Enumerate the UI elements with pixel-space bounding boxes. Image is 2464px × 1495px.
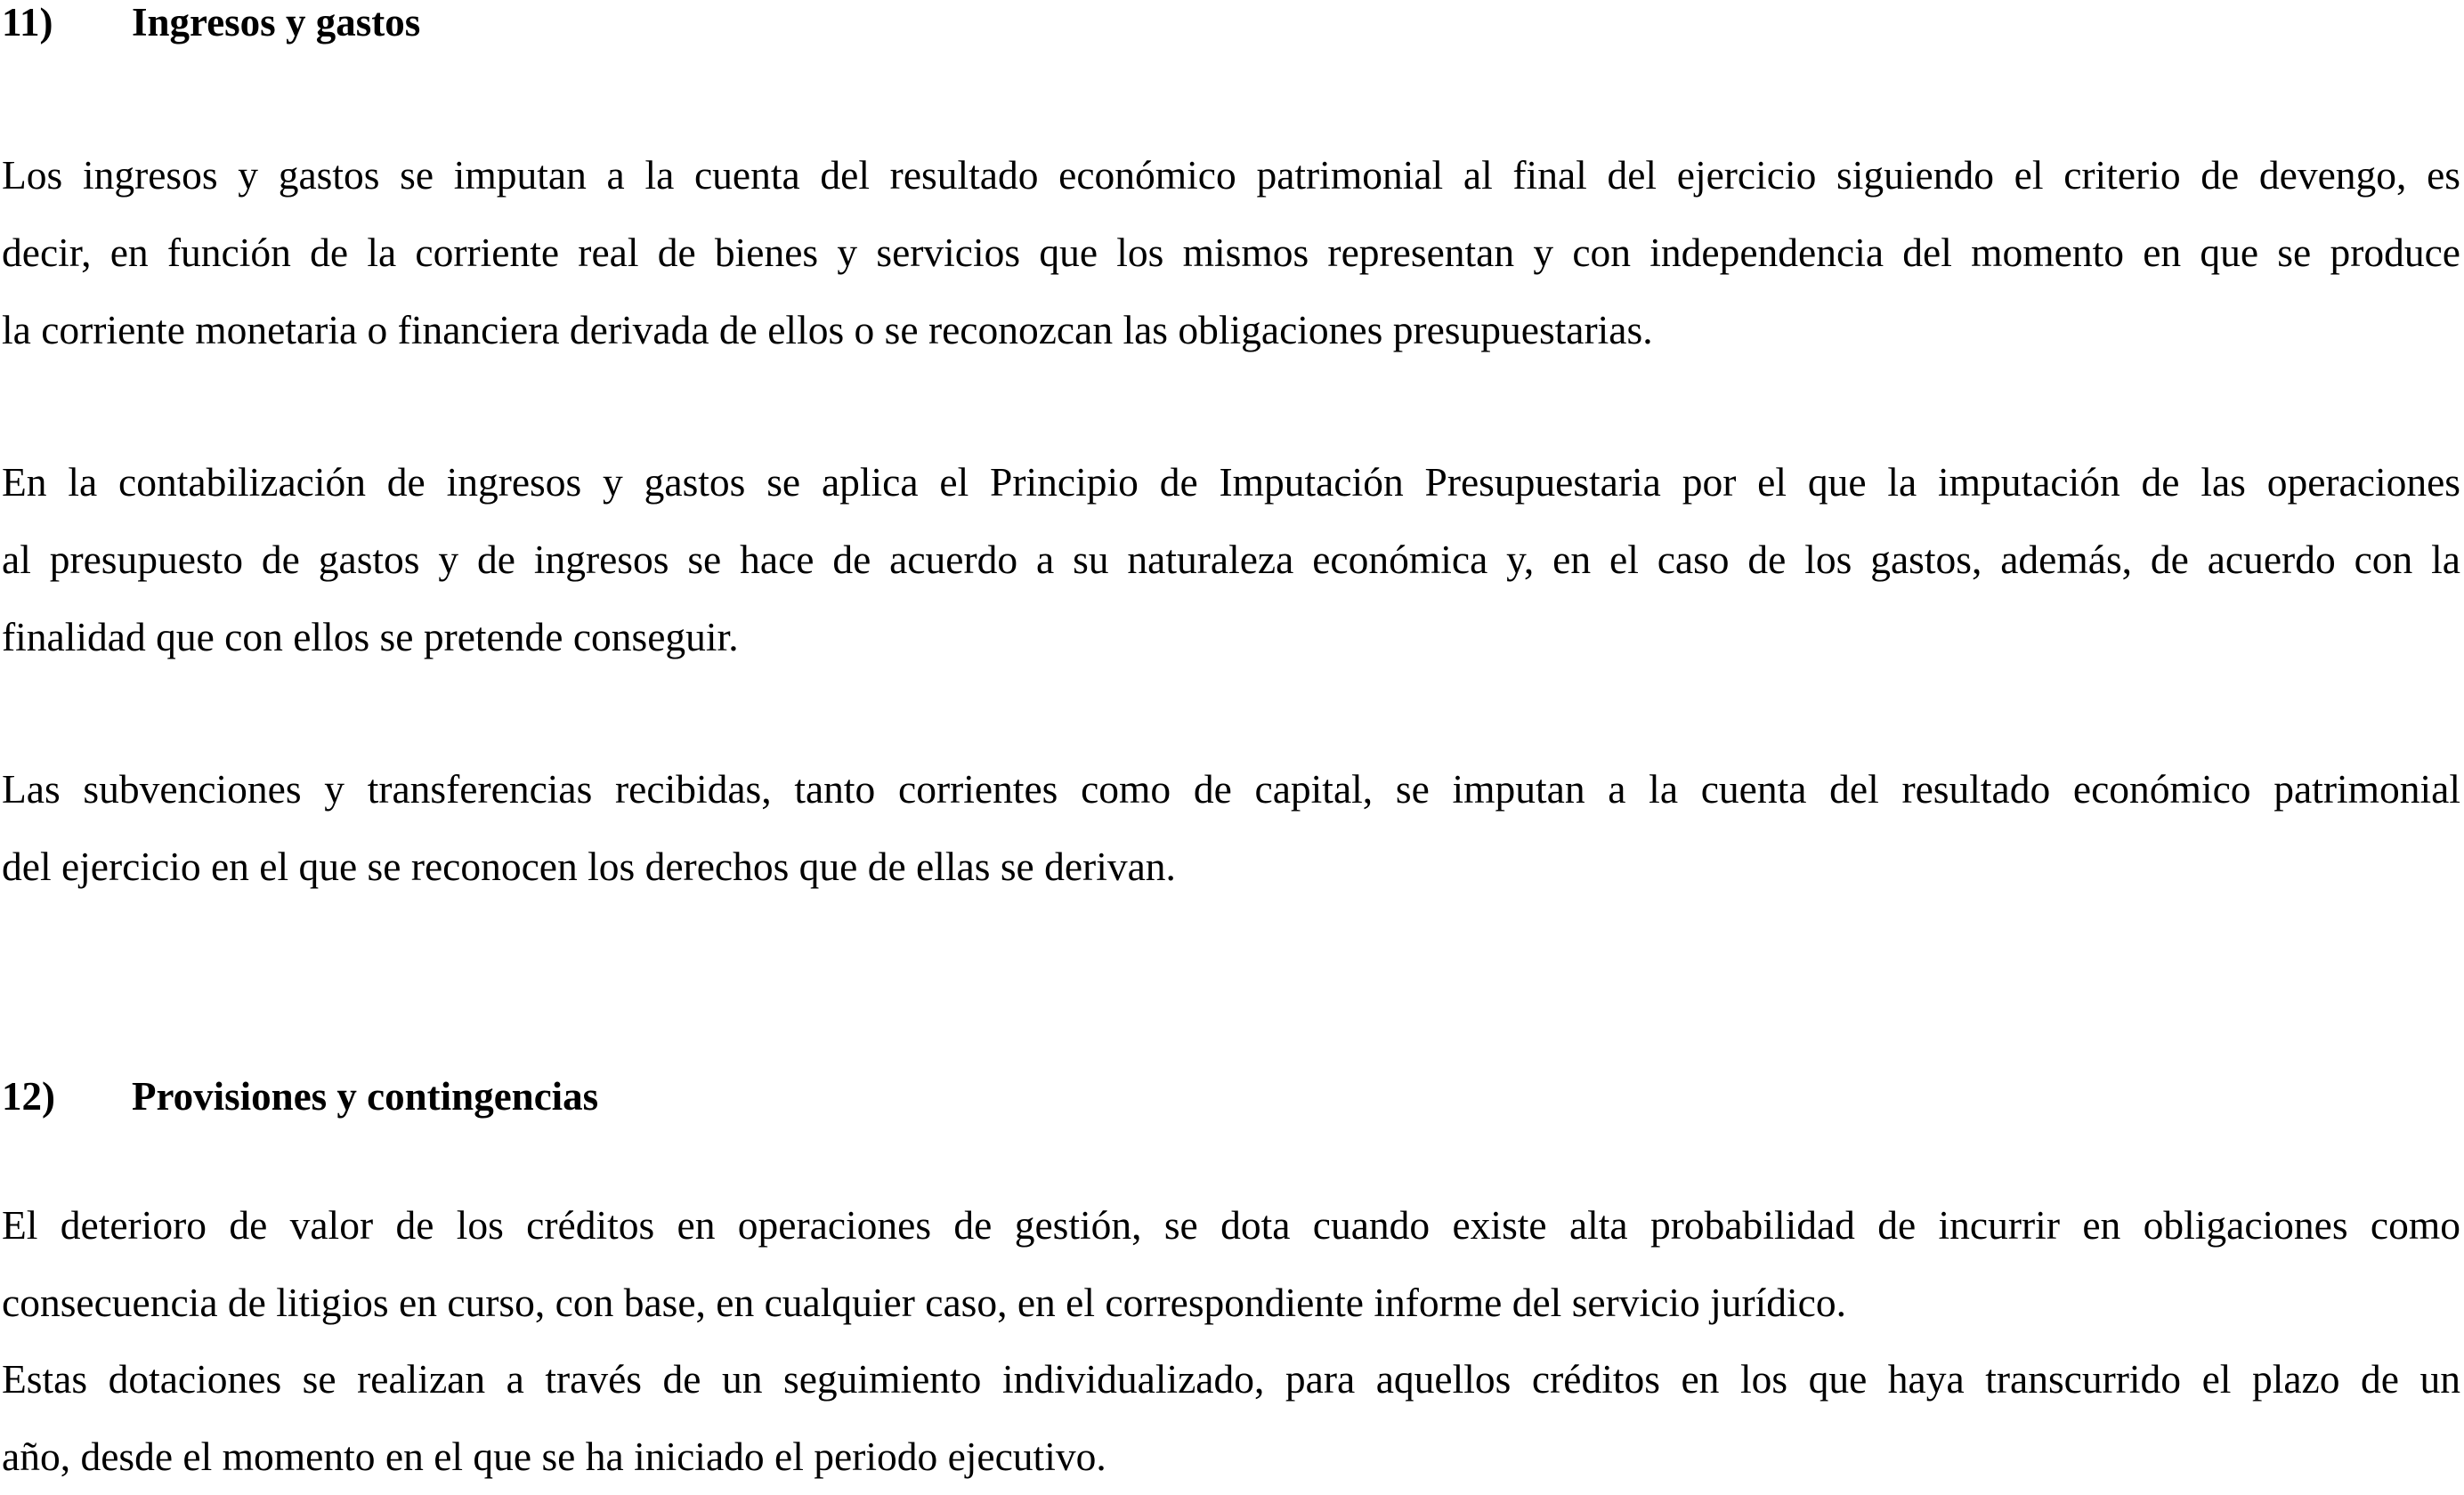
paragraph-subvenciones bbox=[2, 750, 2460, 905]
paragraph-line: finalidad que con ellos se pretende conseguir. bbox=[2, 614, 739, 659]
paragraph-imputacion-presupuestaria bbox=[2, 443, 2460, 675]
paragraph-line: la corriente monetaria o financiera derivada de ellos o se reconozcan las obligaciones presupuestarias. bbox=[2, 307, 1653, 352]
section-number: 12) bbox=[2, 1074, 55, 1119]
paragraph-line: al presupuesto de gastos y de ingresos se hace de acuerdo a su naturaleza económica y, en el caso de los gastos, además, de acuerdo con la bbox=[2, 537, 2460, 582]
paragraph-line: Estas dotaciones se realizan a través de un seguimiento individualizado, para aquellos créditos en los que haya transcurrido el plazo de un bbox=[2, 1356, 2460, 1402]
paragraph-line: Los ingresos y gastos se imputan a la cuenta del resultado económico patrimonial al final del ejercicio siguiendo el criterio de devengo, es bbox=[2, 152, 2460, 198]
paragraph-dotaciones bbox=[2, 1340, 2460, 1495]
section-title: Ingresos y gastos bbox=[132, 0, 421, 44]
paragraph-line: Las subvenciones y transferencias recibidas, tanto corrientes como de capital, se imputan a la cuenta del resultado económico patrimonial bbox=[2, 766, 2460, 812]
paragraph-line: consecuencia de litigios en curso, con base, en cualquier caso, en el correspondiente informe del servicio jurídico. bbox=[2, 1280, 1847, 1325]
paragraph-deterioro-creditos bbox=[2, 1186, 2460, 1341]
paragraph-line: El deterioro de valor de los créditos en operaciones de gestión, se dota cuando existe alta probabilidad de incurrir en obligaciones como bbox=[2, 1202, 2460, 1248]
section-title: Provisiones y contingencias bbox=[132, 1074, 599, 1119]
section-heading-12 bbox=[2, 1074, 598, 1119]
section-number: 11) bbox=[2, 0, 53, 44]
paragraph-line: del ejercicio en el que se reconocen los derechos que de ellas se derivan. bbox=[2, 844, 1176, 889]
paragraph-ingresos-devengo bbox=[2, 136, 2460, 368]
paragraph-line: decir, en función de la corriente real de bienes y servicios que los mismos representan y con independencia del momento en que se produce bbox=[2, 230, 2460, 275]
paragraph-line: año, desde el momento en el que se ha iniciado el periodo ejecutivo. bbox=[2, 1434, 1106, 1479]
section-heading-11 bbox=[2, 0, 420, 44]
paragraph-line: En la contabilización de ingresos y gastos se aplica el Principio de Imputación Presupuestaria por el que la imputación de las operaciones bbox=[2, 459, 2460, 505]
